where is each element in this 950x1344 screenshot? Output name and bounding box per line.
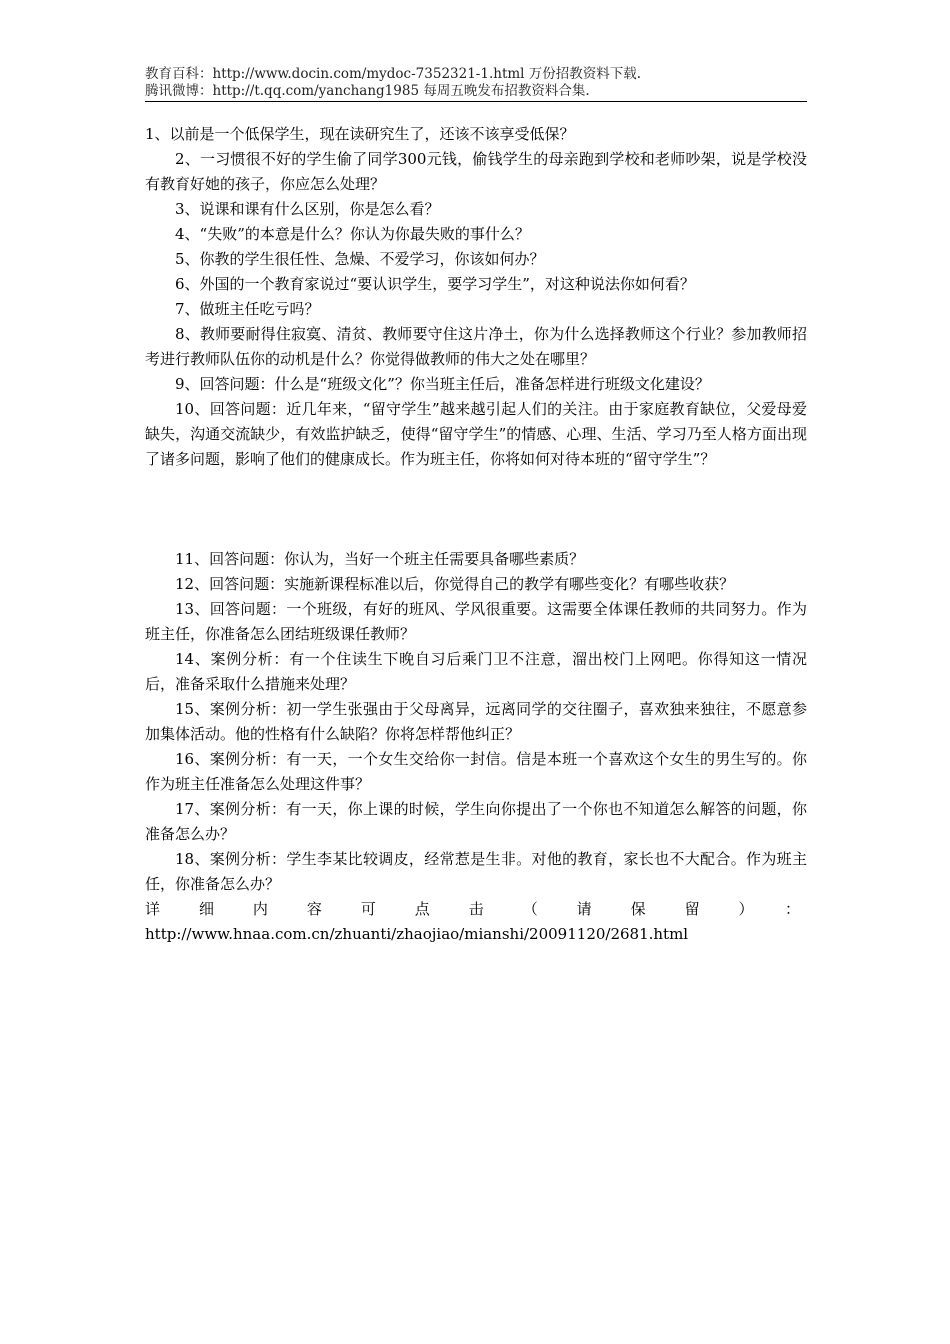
header-divider — [145, 101, 807, 102]
question-12: 12、回答问题：实施新课程标准以后，你觉得自己的教学有哪些变化？有哪些收获？ — [175, 575, 735, 593]
question-14: 14、案例分析：有一个住读生下晚自习后乘门卫不注意，溜出校门上网吧。你得知这一情况后，准备采取什么措施来处理？ — [145, 650, 807, 693]
question-17: 17、案例分析：有一天，你上课的时候，学生向你提出了一个你也不知道怎么解答的问题，你准备怎么办？ — [145, 800, 807, 843]
footer-source-link[interactable]: http://www.hnaa.com.cn/zhuanti/zhaojiao/mianshi/20091120/2681.html — [145, 925, 689, 943]
question-15: 15、案例分析：初一学生张强由于父母离异，远离同学的交往圈子，喜欢独来独往，不愿意参加集体活动。他的性格有什么缺陷？你将怎样帮他纠正？ — [145, 700, 807, 743]
page-header — [145, 66, 807, 100]
footer-source-line — [145, 897, 807, 947]
question-13: 13、回答问题：一个班级，有好的班风、学风很重要。这需要全体课任教师的共同努力。作为班主任，你准备怎么团结班级课任教师？ — [145, 600, 807, 643]
question-3: 3、说课和课有什么区别，你是怎么看？ — [175, 200, 440, 218]
question-4: 4、“失败”的本意是什么？你认为你最失败的事什么？ — [175, 225, 530, 243]
question-9: 9、回答问题：什么是“班级文化”？你当班主任后，准备怎样进行班级文化建设？ — [175, 375, 710, 393]
blank-spacer — [145, 472, 807, 547]
question-1: 1、以前是一个低保学生，现在读研究生了，还该不该享受低保？ — [145, 125, 575, 143]
footer-label: 详细内容可点击（请保留）： — [145, 900, 807, 918]
question-18: 18、案例分析：学生李某比较调皮，经常惹是生非。对他的教育，家长也不大配合。作为班主任，你准备怎么办？ — [145, 850, 807, 893]
question-6: 6、外国的一个教育家说过“要认识学生，要学习学生”，对这种说法你如何看？ — [175, 275, 695, 293]
question-10: 10、回答问题：近几年来，“留守学生”越来越引起人们的关注。由于家庭教育缺位，父爱母爱缺失，沟通交流缺少，有效监护缺乏，使得“留守学生”的情感、心理、生活、学习乃至人格方面出现了诸多问题，影响了他们的健康成长。作为班主任，你将如何对待本班的“留守学生”？ — [145, 400, 807, 468]
question-2: 2、一习惯很不好的学生偷了同学300元钱，偷钱学生的母亲跑到学校和老师吵架，说是学校没有教育好她的孩子，你应怎么处理？ — [145, 150, 807, 193]
question-8: 8、教师要耐得住寂寞、清贫、教师要守住这片净土，你为什么选择教师这个行业？参加教师招考进行教师队伍你的动机是什么？你觉得做教师的伟大之处在哪里？ — [145, 325, 807, 368]
question-list — [145, 122, 807, 947]
question-11: 11、回答问题：你认为，当好一个班主任需要具备哪些素质？ — [175, 550, 585, 568]
question-16: 16、案例分析：有一天，一个女生交给你一封信。信是本班一个喜欢这个女生的男生写的。你作为班主任准备怎么处理这件事？ — [145, 750, 807, 793]
header-line-weibo: 腾讯微博：http://t.qq.com/yanchang1985 每周五晚发布招教资料合集. — [145, 83, 590, 99]
question-5: 5、你教的学生很任性、急燥、不爱学习，你该如何办？ — [175, 250, 545, 268]
header-line-docin: 教育百科：http://www.docin.com/mydoc-7352321-1.html 万份招教资料下载. — [145, 66, 642, 82]
question-7: 7、做班主任吃亏吗？ — [175, 300, 320, 318]
